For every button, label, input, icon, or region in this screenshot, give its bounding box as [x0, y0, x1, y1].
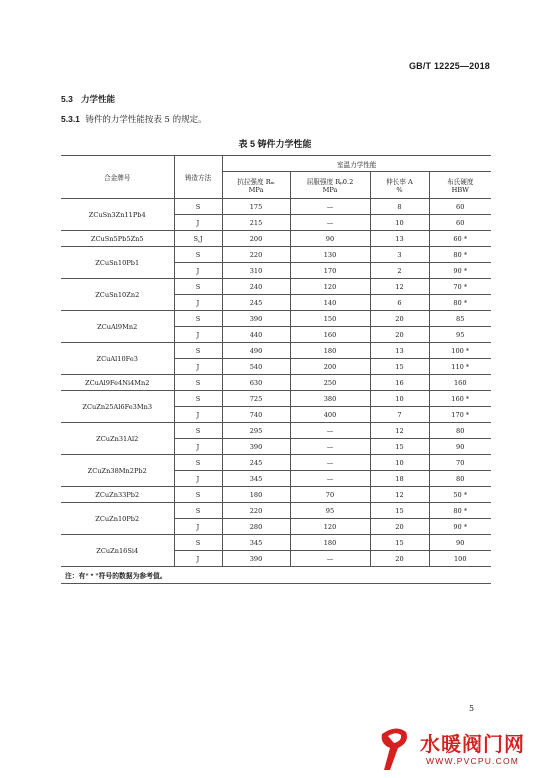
- cell-alloy: ZCuAl9Mn2: [61, 311, 174, 343]
- cell-hardness: 60 *: [429, 231, 491, 247]
- cell-elongation: 13: [370, 343, 429, 359]
- cell-tensile: 220: [222, 503, 290, 519]
- cell-tensile: 490: [222, 343, 290, 359]
- cell-method: S: [174, 311, 222, 327]
- cell-alloy: ZCuZn33Pb2: [61, 487, 174, 503]
- table-body: [61, 199, 491, 567]
- table-row: [61, 455, 491, 471]
- cell-yield: 380: [290, 391, 370, 407]
- cell-hardness: 80 *: [429, 295, 491, 311]
- cell-yield: 160: [290, 327, 370, 343]
- cell-hardness: 60: [429, 215, 491, 231]
- header-tensile-label: 抗拉强度 Rₘ: [237, 178, 275, 186]
- section-number: 5.3: [61, 94, 73, 104]
- mechanical-properties-table: [61, 155, 491, 584]
- cell-tensile: 215: [222, 215, 290, 231]
- cell-method: J: [174, 215, 222, 231]
- cell-tensile: 345: [222, 471, 290, 487]
- cell-yield: —: [290, 455, 370, 471]
- cell-method: S: [174, 375, 222, 391]
- cell-hardness: 160 *: [429, 391, 491, 407]
- subsection-number: 5.3.1: [61, 114, 80, 124]
- cell-yield: 200: [290, 359, 370, 375]
- cell-method: J: [174, 519, 222, 535]
- cell-tensile: 310: [222, 263, 290, 279]
- header-elongation-unit: %: [396, 186, 403, 194]
- header-room-temp-properties: 室温力学性能: [222, 156, 491, 172]
- table-row: [61, 423, 491, 439]
- table-row: [61, 343, 491, 359]
- cell-tensile: 245: [222, 455, 290, 471]
- header-elongation-label: 伸长率 A: [386, 178, 413, 186]
- cell-tensile: 175: [222, 199, 290, 215]
- cell-yield: 120: [290, 519, 370, 535]
- cell-yield: —: [290, 471, 370, 487]
- cell-method: J: [174, 295, 222, 311]
- cell-method: J: [174, 359, 222, 375]
- cell-method: J: [174, 551, 222, 567]
- cell-alloy: ZCuZn25Al6Fe3Mn3: [61, 391, 174, 423]
- cell-yield: 250: [290, 375, 370, 391]
- watermark-logo-icon: [376, 722, 410, 772]
- cell-tensile: 240: [222, 279, 290, 295]
- cell-tensile: 345: [222, 535, 290, 551]
- header-hardness-unit: HBW: [451, 186, 469, 194]
- cell-yield: 180: [290, 343, 370, 359]
- cell-alloy: ZCuZn31Al2: [61, 423, 174, 455]
- cell-method: S: [174, 199, 222, 215]
- header-yield-strength: [290, 172, 370, 199]
- cell-yield: —: [290, 215, 370, 231]
- table-row: [61, 199, 491, 215]
- cell-elongation: 2: [370, 263, 429, 279]
- table-row: [61, 487, 491, 503]
- cell-alloy: ZCuSn10Pb1: [61, 247, 174, 279]
- cell-method: J: [174, 471, 222, 487]
- cell-method: S: [174, 247, 222, 263]
- cell-elongation: 15: [370, 439, 429, 455]
- page-number: 5: [469, 704, 475, 713]
- header-tensile-unit: MPa: [248, 186, 264, 194]
- table-row: [61, 231, 491, 247]
- section-title: 力学性能: [80, 94, 115, 104]
- watermark-url: WWW.PVCPU.COM: [426, 756, 520, 766]
- section-heading: [61, 93, 115, 105]
- cell-hardness: 90: [429, 535, 491, 551]
- header-hardness-label: 布氏硬度: [447, 178, 474, 186]
- cell-hardness: 80 *: [429, 503, 491, 519]
- cell-method: J: [174, 263, 222, 279]
- cell-elongation: 8: [370, 199, 429, 215]
- table-row: [61, 535, 491, 551]
- cell-yield: —: [290, 439, 370, 455]
- cell-yield: 180: [290, 535, 370, 551]
- cell-yield: 70: [290, 487, 370, 503]
- cell-elongation: 12: [370, 279, 429, 295]
- cell-tensile: 280: [222, 519, 290, 535]
- cell-tensile: 390: [222, 311, 290, 327]
- cell-hardness: 85: [429, 311, 491, 327]
- cell-alloy: ZCuSn3Zn11Pb4: [61, 199, 174, 231]
- cell-elongation: 16: [370, 375, 429, 391]
- cell-hardness: 90 *: [429, 519, 491, 535]
- cell-elongation: 10: [370, 215, 429, 231]
- cell-tensile: 295: [222, 423, 290, 439]
- cell-alloy: ZCuZn10Pb2: [61, 503, 174, 535]
- table-row: [61, 279, 491, 295]
- watermark: [368, 722, 548, 774]
- cell-yield: 130: [290, 247, 370, 263]
- cell-hardness: 110 *: [429, 359, 491, 375]
- cell-yield: 170: [290, 263, 370, 279]
- header-alloy: 合金牌号: [61, 156, 174, 199]
- header-casting-method: 铸造方法: [174, 156, 222, 199]
- subsection-paragraph: [61, 113, 207, 125]
- cell-elongation: 20: [370, 551, 429, 567]
- table-row: [61, 503, 491, 519]
- standard-number: GB/T 12225—2018: [408, 61, 490, 71]
- cell-yield: 400: [290, 407, 370, 423]
- cell-elongation: 12: [370, 423, 429, 439]
- cell-hardness: 80: [429, 471, 491, 487]
- cell-elongation: 20: [370, 327, 429, 343]
- header-elongation: [370, 172, 429, 199]
- cell-tensile: 245: [222, 295, 290, 311]
- cell-elongation: 18: [370, 471, 429, 487]
- cell-hardness: 100: [429, 551, 491, 567]
- cell-hardness: 80: [429, 423, 491, 439]
- cell-tensile: 740: [222, 407, 290, 423]
- cell-method: J: [174, 327, 222, 343]
- cell-alloy: ZCuAl10Fe3: [61, 343, 174, 375]
- cell-tensile: 200: [222, 231, 290, 247]
- cell-elongation: 6: [370, 295, 429, 311]
- watermark-text: 水暖阀门网: [420, 732, 525, 756]
- cell-yield: 120: [290, 279, 370, 295]
- subsection-text: 铸件的力学性能按表 5 的规定。: [85, 115, 207, 125]
- cell-tensile: 725: [222, 391, 290, 407]
- cell-hardness: 70: [429, 455, 491, 471]
- cell-yield: —: [290, 423, 370, 439]
- cell-hardness: 170 *: [429, 407, 491, 423]
- cell-elongation: 7: [370, 407, 429, 423]
- cell-hardness: 90: [429, 439, 491, 455]
- table-row: [61, 391, 491, 407]
- cell-hardness: 50 *: [429, 487, 491, 503]
- cell-elongation: 10: [370, 391, 429, 407]
- table-row: [61, 247, 491, 263]
- table-row: [61, 375, 491, 391]
- cell-hardness: 95: [429, 327, 491, 343]
- header-hardness: [429, 172, 491, 199]
- table-row: [61, 311, 491, 327]
- cell-tensile: 390: [222, 551, 290, 567]
- cell-alloy: ZCuAl9Fe4Ni4Mn2: [61, 375, 174, 391]
- cell-tensile: 390: [222, 439, 290, 455]
- cell-method: S: [174, 455, 222, 471]
- cell-tensile: 540: [222, 359, 290, 375]
- cell-yield: —: [290, 199, 370, 215]
- cell-yield: 150: [290, 311, 370, 327]
- cell-tensile: 630: [222, 375, 290, 391]
- cell-tensile: 220: [222, 247, 290, 263]
- cell-alloy: ZCuSn10Zn2: [61, 279, 174, 311]
- cell-elongation: 13: [370, 231, 429, 247]
- cell-elongation: 15: [370, 359, 429, 375]
- cell-yield: —: [290, 551, 370, 567]
- cell-method: J: [174, 407, 222, 423]
- cell-hardness: 100 *: [429, 343, 491, 359]
- cell-alloy: ZCuSn5Pb5Zn5: [61, 231, 174, 247]
- cell-method: J: [174, 439, 222, 455]
- cell-yield: 140: [290, 295, 370, 311]
- cell-elongation: 15: [370, 503, 429, 519]
- table-note: 注：有“ * ”符号的数据为参考值。: [61, 567, 491, 584]
- cell-hardness: 160: [429, 375, 491, 391]
- cell-method: S: [174, 535, 222, 551]
- cell-alloy: ZCuZn38Mn2Pb2: [61, 455, 174, 487]
- cell-method: S: [174, 503, 222, 519]
- cell-alloy: ZCuZn16Si4: [61, 535, 174, 567]
- cell-tensile: 180: [222, 487, 290, 503]
- cell-elongation: 3: [370, 247, 429, 263]
- cell-tensile: 440: [222, 327, 290, 343]
- cell-hardness: 70 *: [429, 279, 491, 295]
- cell-method: S: [174, 391, 222, 407]
- cell-method: S: [174, 279, 222, 295]
- header-yield-label: 屈服强度 Rₚ0.2: [306, 178, 354, 186]
- table-caption: 表 5 铸件力学性能: [238, 139, 312, 149]
- cell-elongation: 15: [370, 535, 429, 551]
- header-yield-unit: MPa: [322, 186, 338, 194]
- cell-method: S: [174, 423, 222, 439]
- cell-hardness: 90 *: [429, 263, 491, 279]
- cell-elongation: 10: [370, 455, 429, 471]
- cell-elongation: 20: [370, 519, 429, 535]
- cell-hardness: 60: [429, 199, 491, 215]
- cell-method: S: [174, 343, 222, 359]
- cell-hardness: 80 *: [429, 247, 491, 263]
- cell-elongation: 12: [370, 487, 429, 503]
- header-tensile-strength: [222, 172, 290, 199]
- cell-method: S,J: [174, 231, 222, 247]
- cell-yield: 90: [290, 231, 370, 247]
- cell-elongation: 20: [370, 311, 429, 327]
- cell-yield: 95: [290, 503, 370, 519]
- cell-method: S: [174, 487, 222, 503]
